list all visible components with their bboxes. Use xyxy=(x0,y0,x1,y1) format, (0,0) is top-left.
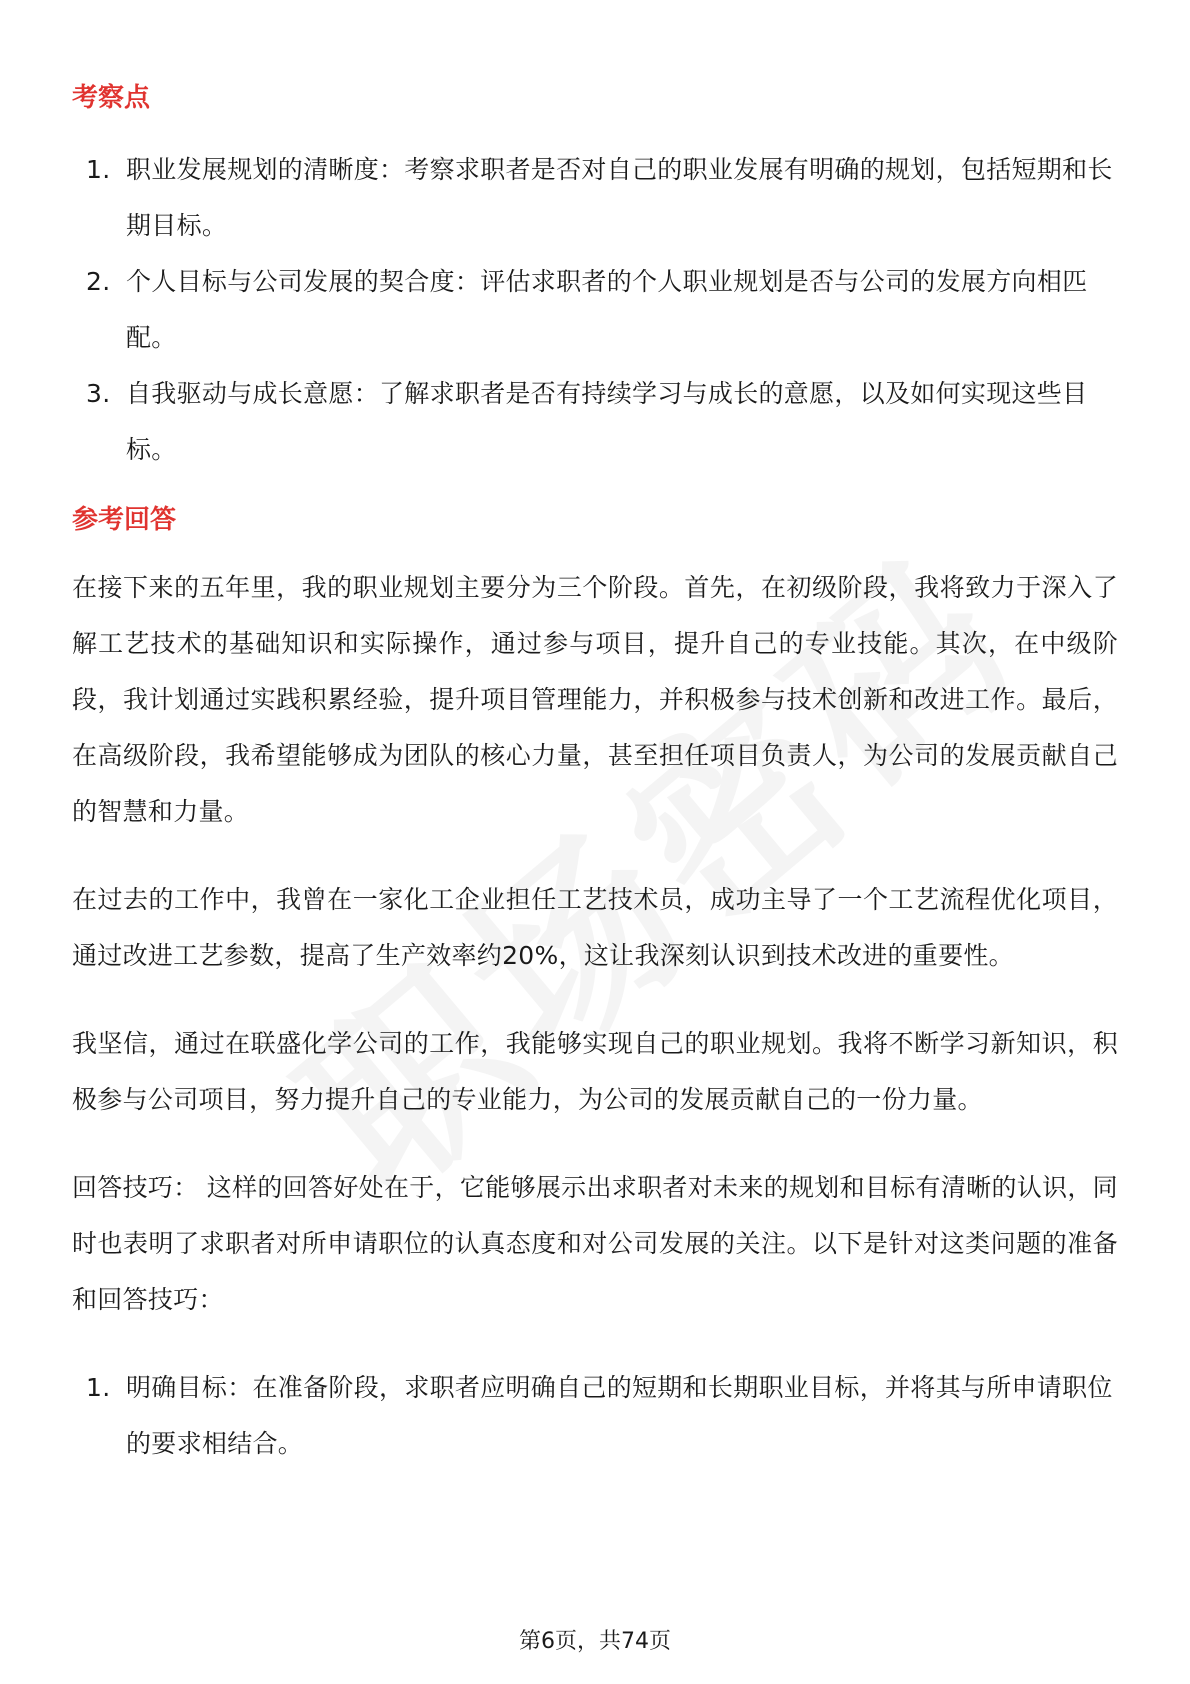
list-item-number: 1. xyxy=(86,155,111,184)
section-heading-answer: 参考回答 xyxy=(72,505,177,535)
tips-list xyxy=(72,1360,1118,1472)
answer-paragraph: 我坚信，通过在联盛化学公司的工作，我能够实现自己的职业规划。我将不断学习新知识，积极参与公司项目，努力提升自己的专业能力，为公司的发展贡献自己的一份力量。 xyxy=(72,1029,1118,1114)
tips-intro-paragraph: 回答技巧： 这样的回答好处在于，它能够展示出求职者对未来的规划和目标有清晰的认识，同时也表明了求职者对所申请职位的认真态度和对公司发展的关注。以下是针对这类问题的准备和回答技巧： xyxy=(72,1173,1118,1314)
answer-paragraph: 在接下来的五年里，我的职业规划主要分为三个阶段。首先，在初级阶段，我将致力于深入了解工艺技术的基础知识和实际操作，通过参与项目，提升自己的专业技能。其次，在中级阶段，我计划通过实践积累经验，提升项目管理能力，并积极参与技术创新和改进工作。最后，在高级阶段，我希望能够成为团队的核心力量，甚至担任项目负责人，为公司的发展贡献自己的智慧和力量。 xyxy=(72,573,1118,826)
list-item-number: 1. xyxy=(86,1373,111,1402)
list-item xyxy=(72,1360,1118,1472)
answer-paragraph: 在过去的工作中，我曾在一家化工企业担任工艺技术员，成功主导了一个工艺流程优化项目，通过改进工艺参数，提高了生产效率约20%，这让我深刻认识到技术改进的重要性。 xyxy=(72,885,1118,970)
page-number-footer: 第6页，共74页 xyxy=(519,1629,671,1654)
list-item-text: 自我驱动与成长意愿：了解求职者是否有持续学习与成长的意愿，以及如何实现这些目标。 xyxy=(126,379,1088,464)
list-item-text: 职业发展规划的清晰度：考察求职者是否对自己的职业发展有明确的规划，包括短期和长期目标。 xyxy=(126,155,1113,240)
list-item xyxy=(72,366,1118,478)
page-content xyxy=(72,80,1118,1472)
list-item-text: 明确目标：在准备阶段，求职者应明确自己的短期和长期职业目标，并将其与所申请职位的要求相结合。 xyxy=(126,1373,1113,1458)
list-item-text: 个人目标与公司发展的契合度：评估求职者的个人职业规划是否与公司的发展方向相匹配。 xyxy=(126,267,1088,352)
list-item-number: 3. xyxy=(86,379,111,408)
focus-list xyxy=(72,142,1118,478)
list-item xyxy=(72,142,1118,254)
section-heading-focus: 考察点 xyxy=(72,83,151,113)
list-item-number: 2. xyxy=(86,267,111,296)
list-item xyxy=(72,254,1118,366)
